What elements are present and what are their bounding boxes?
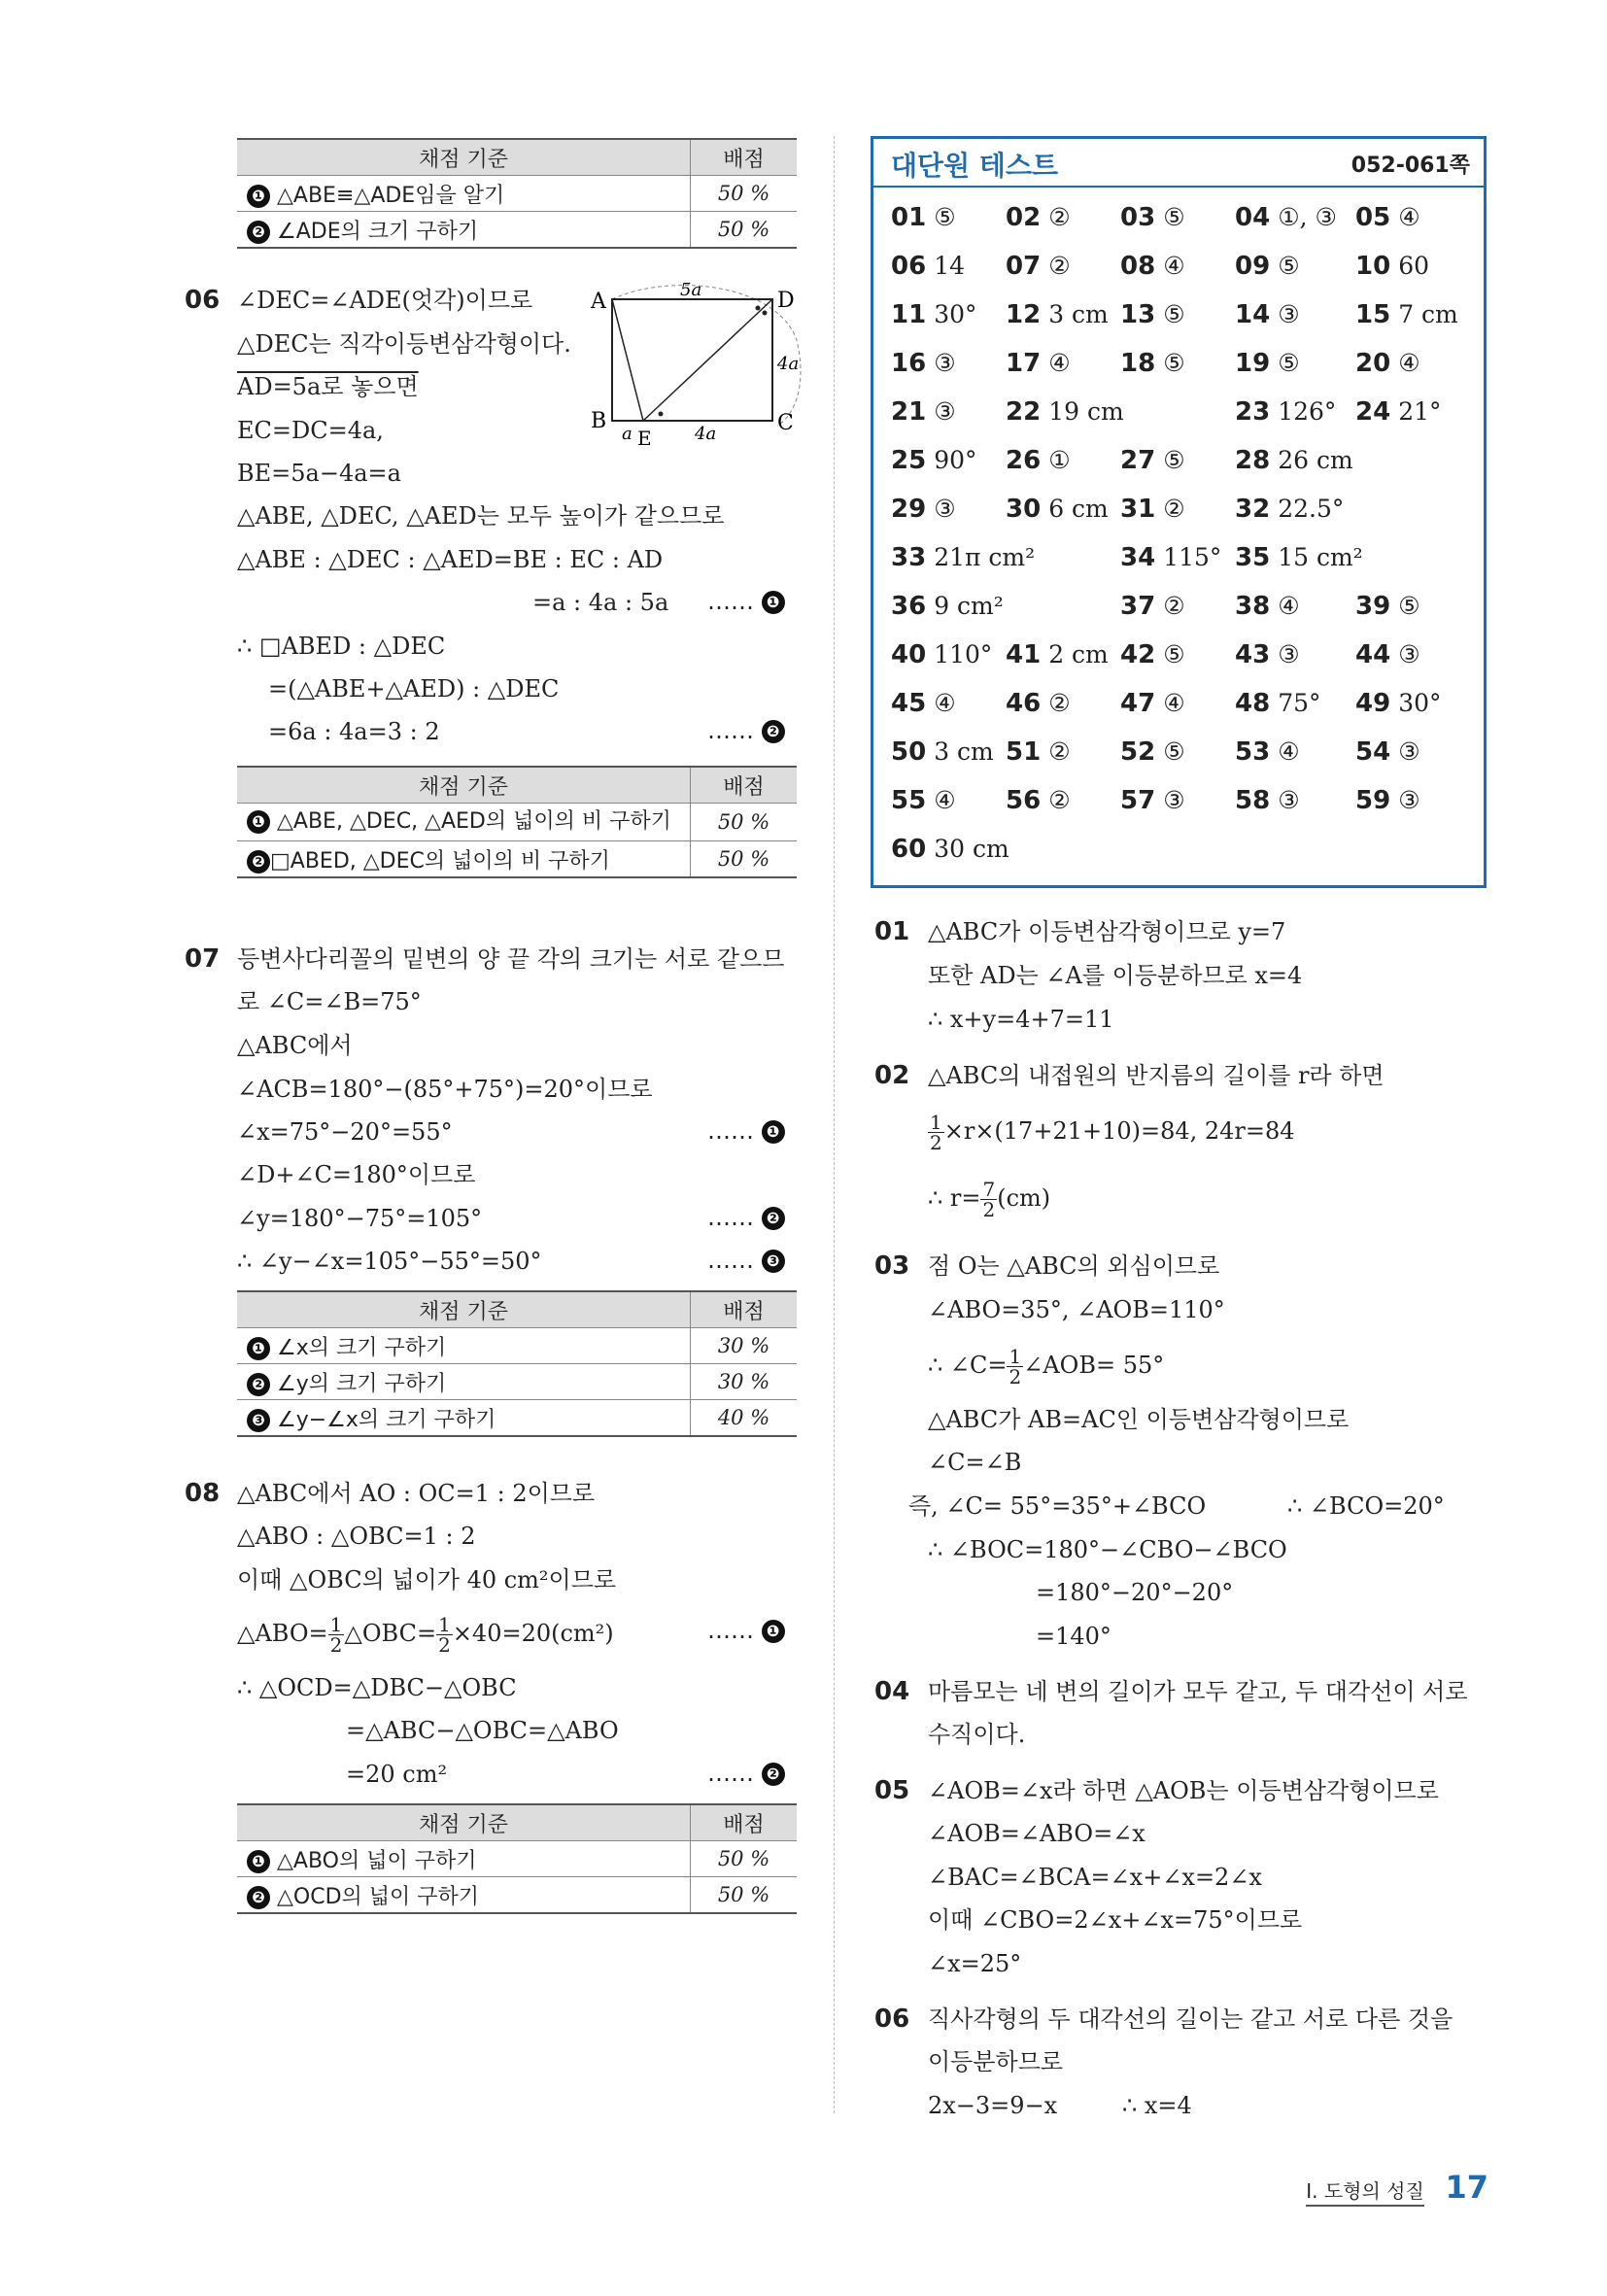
solution-line: ∠AOB=∠x라 하면 △AOB는 이등변삼각형이므로: [928, 1777, 1439, 1804]
answer-item: 06 14: [891, 252, 965, 281]
solution-line: ∠DEC=∠ADE(엇각)이므로: [237, 287, 533, 314]
scoring-table-08: 채점 기준 배점 ❶ △ABO의 넓이 구하기 50 % ❷ △OCD의 넓이 구하기 50 %: [237, 1803, 797, 1914]
answer-item: 04 ①, ③: [1235, 203, 1337, 232]
answer-item: 09 ⑤: [1235, 252, 1300, 281]
answer-item: 03 ⑤: [1120, 203, 1185, 232]
solution-line: 이때 ∠CBO=2∠x+∠x=75°이므로: [928, 1906, 1303, 1934]
problem-number-r06: 06: [874, 2005, 910, 2034]
answer-item: 45 ④: [891, 689, 956, 718]
problem-number-r01: 01: [874, 917, 910, 946]
answer-item: 28 26 cm: [1235, 446, 1353, 475]
step-marker-1: …… ❶: [707, 588, 785, 615]
answer-item: 50 3 cm: [891, 737, 994, 767]
answer-item: 13 ⑤: [1120, 300, 1185, 329]
label-4a-bottom: 4a: [695, 424, 717, 444]
table-row: ❶ △ABE, △DEC, △AED의 넓이의 비 구하기 50 %: [237, 804, 797, 841]
solution-line: ∠BAC=∠BCA=∠x+∠x=2∠x: [928, 1864, 1262, 1891]
answer-item: 21 ③: [891, 397, 956, 427]
answer-item: 20 ④: [1355, 349, 1420, 378]
solution-line: △ABC가 이등변삼각형이므로 y=7: [928, 918, 1286, 945]
answer-item: 47 ④: [1120, 689, 1185, 718]
solution-line: △DEC는 직각이등변삼각형이다.: [237, 330, 571, 358]
label-c: C: [777, 411, 794, 435]
solution-line: ∠y=180°−75°=105°: [237, 1205, 483, 1232]
solution-line: ∠x=25°: [928, 1950, 1022, 1977]
label-d: D: [777, 289, 795, 313]
fraction-half: $\frac{1}{2}$: [1009, 1345, 1022, 1388]
answer-box-title: 대단원 테스트: [891, 150, 1059, 182]
solution-line: =a : 4a : 5a: [532, 589, 669, 616]
solution-line: △ABC에서: [237, 1032, 353, 1059]
solution-line: ∴ ∠BOC=180°−∠CBO−∠BCO: [928, 1536, 1287, 1563]
problem-number-r04: 04: [874, 1677, 910, 1706]
scoring-table-06: 채점 기준 배점 ❶ △ABE, △DEC, △AED의 넓이의 비 구하기 50 % ❷ □ABED, △DEC의 넓이의 비 구하기 50 %: [237, 766, 797, 878]
answer-item: 24 21°: [1355, 397, 1442, 427]
solution-line: =(△ABE+△AED) : △DEC: [268, 675, 560, 703]
answer-item: 46 ②: [1006, 689, 1071, 718]
answer-item: 51 ②: [1006, 737, 1071, 767]
solution-line: ∴ △OCD=△DBC−△OBC: [237, 1674, 517, 1701]
scoring-table-05: [237, 138, 797, 249]
answer-item: 32 22.5°: [1235, 495, 1345, 524]
step-marker-2: …… ❷: [707, 717, 785, 744]
answer-item: 22 19 cm: [1006, 397, 1124, 427]
rectangle-figure: [583, 282, 806, 447]
label-e: E: [637, 427, 652, 447]
solution-line: ∴ x=4: [1122, 2092, 1192, 2119]
solution-line: ∴ r= $\frac{7}{2}$ (cm): [928, 1178, 1051, 1221]
solution-line: △ABO= $\frac{1}{2}$ △OBC= $\frac{1}{2}$ ×40=20(cm²): [237, 1613, 614, 1657]
answer-box: [871, 136, 1487, 888]
step-marker-1: …… ❶: [707, 1617, 785, 1644]
answer-item: 55 ④: [891, 786, 956, 815]
scoring-table-07: 채점 기준 배점 ❶ ∠x의 크기 구하기 30 % ❷ ∠y의 크기 구하기 30 % ❸ ∠y−∠x의 크기 구하기 40 %: [237, 1290, 797, 1437]
solution-line: ∠D+∠C=180°이므로: [237, 1161, 476, 1188]
solution-line: 이때 △OBC의 넓이가 40 cm²이므로: [237, 1566, 617, 1593]
answer-box-header: [873, 139, 1484, 188]
step-marker: ❷: [247, 221, 270, 244]
solution-line: 이등분하므로: [928, 2048, 1064, 2075]
solution-line: 마름모는 네 변의 길이가 모두 같고, 두 대각선이 서로: [928, 1678, 1468, 1705]
answer-item: 48 75°: [1235, 689, 1321, 718]
solution-line: ∴ ∠C= $\frac{1}{2}$ ∠AOB= 55°: [928, 1345, 1165, 1388]
solution-line: ∠C=∠B: [928, 1449, 1022, 1476]
table-header-points: 배점: [691, 139, 798, 176]
angle-dot: [659, 412, 664, 417]
answer-item: 41 2 cm: [1006, 640, 1109, 669]
problem-number-06: 06: [185, 286, 221, 315]
answer-item: 26 ①: [1006, 446, 1071, 475]
answer-item: 39 ⑤: [1355, 592, 1420, 621]
answer-item: 11 30°: [891, 300, 977, 329]
answer-item: 53 ④: [1235, 737, 1300, 767]
problem-number-r03: 03: [874, 1251, 910, 1281]
answer-item: 30 6 cm: [1006, 495, 1109, 524]
answer-item: 29 ③: [891, 495, 956, 524]
table-row: ❶ △ABE≡△ADE임을 알기 50 %: [237, 176, 797, 212]
table-row: ❶ ∠x의 크기 구하기 30 %: [237, 1328, 797, 1364]
answer-item: 35 15 cm²: [1235, 543, 1363, 572]
angle-dot: [756, 306, 761, 311]
solution-line: $\frac{1}{2}$ ×r×(17+21+10)=84, 24r=84: [930, 1111, 1295, 1154]
answer-item: 34 115°: [1120, 543, 1222, 572]
answer-item: 05 ④: [1355, 203, 1420, 232]
answer-item: 07 ②: [1006, 252, 1071, 281]
label-4a: 4a: [777, 354, 800, 374]
solution-line: ∴ ∠y−∠x=105°−55°=50°: [237, 1248, 542, 1275]
table-row: ❶ △ABO의 넓이 구하기 50 %: [237, 1841, 797, 1877]
step-marker: ❶: [247, 185, 270, 208]
problem-number-r05: 05: [874, 1776, 910, 1805]
answer-item: 54 ③: [1355, 737, 1420, 767]
answer-item: 33 21π cm²: [891, 543, 1036, 572]
fraction-half: $\frac{1}{2}$: [329, 1613, 343, 1657]
solution-line: =△ABC−△OBC=△ABO: [346, 1717, 619, 1744]
step-marker-1: …… ❶: [707, 1117, 785, 1145]
answer-item: 44 ③: [1355, 640, 1420, 669]
solution-line: △ABC의 내접원의 반지름의 길이를 r라 하면: [928, 1062, 1385, 1089]
segment-ed: [643, 299, 772, 421]
answer-item: 16 ③: [891, 349, 956, 378]
table-row: ❷ △OCD의 넓이 구하기 50 %: [237, 1877, 797, 1914]
rectangle-abcd: [612, 299, 772, 421]
problem-number-08: 08: [185, 1479, 221, 1508]
answer-item: 02 ②: [1006, 203, 1071, 232]
solution-line: 즉, ∠C= 55°=35°+∠BCO: [908, 1492, 1207, 1520]
column-divider: [834, 136, 835, 2113]
label-b: B: [591, 409, 607, 433]
answer-item: 12 3 cm: [1006, 300, 1109, 329]
solution-line: 점 O는 △ABC의 외심이므로: [928, 1252, 1220, 1280]
fraction-half: $\frac{1}{2}$: [930, 1111, 942, 1154]
problem-number-07: 07: [185, 944, 221, 974]
answer-item: 43 ③: [1235, 640, 1300, 669]
answer-item: 01 ⑤: [891, 203, 956, 232]
answer-item: 14 ③: [1235, 300, 1300, 329]
solution-line: ∠ACB=180°−(85°+75°)=20°이므로: [237, 1076, 653, 1103]
answer-item: 25 90°: [891, 446, 977, 475]
table-row: ❷ □ABED, △DEC의 넓이의 비 구하기 50 %: [237, 841, 797, 878]
solution-line: △ABE, △DEC, △AED는 모두 높이가 같으므로: [237, 502, 725, 530]
answer-item: 15 7 cm: [1355, 300, 1458, 329]
fraction-seven-halves: $\frac{7}{2}$: [982, 1178, 996, 1221]
solution-line: △ABE : △DEC : △AED=BE : EC : AD: [237, 546, 664, 573]
solution-line: △ABC에서 AO : OC=1 : 2이므로: [237, 1480, 596, 1507]
solution-line: AD=5a로 놓으면: [237, 373, 419, 400]
problem-number-r02: 02: [874, 1061, 910, 1090]
answer-item: 52 ⑤: [1120, 737, 1185, 767]
solution-line: ∴ x+y=4+7=11: [928, 1006, 1114, 1033]
solution-line: ∴ ∠BCO=20°: [1287, 1492, 1445, 1520]
solution-line: 2x−3=9−x: [928, 2092, 1058, 2119]
answer-item: 08 ④: [1120, 252, 1185, 281]
solution-line: △ABO : △OBC=1 : 2: [237, 1523, 476, 1550]
solution-line: ∠x=75°−20°=55°: [237, 1118, 453, 1146]
solution-line: 직사각형의 두 대각선의 길이는 같고 서로 다른 것을: [928, 2005, 1453, 2033]
answer-item: 38 ④: [1235, 592, 1300, 621]
answer-item: 58 ③: [1235, 786, 1300, 815]
answer-item: 57 ③: [1120, 786, 1185, 815]
angle-dot: [763, 311, 768, 316]
footer-chapter: I. 도형의 성질: [1306, 2179, 1424, 2207]
solution-line: ∠ABO=35°, ∠AOB=110°: [928, 1296, 1225, 1323]
page-footer: [1306, 2169, 1488, 2206]
answer-item: 49 30°: [1355, 689, 1442, 718]
solution-line: ∠AOB=∠ABO=∠x: [928, 1820, 1145, 1847]
page-number: 17: [1445, 2169, 1488, 2206]
answer-box-pages: 052-061쪽: [1351, 154, 1470, 178]
answer-item: 31 ②: [1120, 495, 1185, 524]
solution-line: ∴ □ABED : △DEC: [237, 633, 446, 660]
fraction-half: $\frac{1}{2}$: [438, 1613, 451, 1657]
answer-item: 36 9 cm²: [891, 592, 1004, 621]
table-row: ❷ ∠ADE의 크기 구하기 50 %: [237, 212, 797, 249]
answer-item: 42 ⑤: [1120, 640, 1185, 669]
answer-item: 56 ②: [1006, 786, 1071, 815]
solution-line: =6a : 4a=3 : 2: [268, 718, 440, 745]
solution-line: EC=DC=4a,: [237, 417, 384, 444]
solution-line: 또한 AD는 ∠A를 이등분하므로 x=4: [928, 962, 1303, 989]
solution-line: BE=5a−4a=a: [237, 460, 401, 487]
answer-item: 23 126°: [1235, 397, 1337, 427]
answer-item: 40 110°: [891, 640, 993, 669]
answer-item: 17 ④: [1006, 349, 1071, 378]
answer-item: 10 60: [1355, 252, 1429, 281]
solution-line: =20 cm²: [346, 1761, 448, 1788]
step-marker-3: …… ❸: [707, 1247, 785, 1274]
answer-item: 59 ③: [1355, 786, 1420, 815]
label-5a: 5a: [680, 282, 702, 300]
table-row: ❸ ∠y−∠x의 크기 구하기 40 %: [237, 1400, 797, 1437]
step-marker-2: …… ❷: [707, 1204, 785, 1231]
answer-item: 37 ②: [1120, 592, 1185, 621]
solution-line: =140°: [1036, 1623, 1111, 1650]
label-a: A: [591, 290, 606, 314]
label-a-small: a: [622, 424, 633, 444]
step-marker-2: …… ❷: [707, 1760, 785, 1787]
table-header-criteria: 채점 기준: [237, 139, 691, 176]
answer-item: 18 ⑤: [1120, 349, 1185, 378]
solution-line: 등변사다리꼴의 밑변의 양 끝 각의 크기는 서로 같으므: [237, 945, 785, 973]
solution-line: 로 ∠C=∠B=75°: [237, 988, 422, 1015]
table-row: ❷ ∠y의 크기 구하기 30 %: [237, 1364, 797, 1400]
segment-ae: [612, 299, 643, 421]
solution-line: 수직이다.: [928, 1721, 1026, 1748]
answer-item: 27 ⑤: [1120, 446, 1185, 475]
answer-item: 19 ⑤: [1235, 349, 1300, 378]
solution-line: △ABC가 AB=AC인 이등변삼각형이므로: [928, 1406, 1350, 1433]
answer-item: 60 30 cm: [891, 835, 1009, 864]
solution-line: =180°−20°−20°: [1036, 1579, 1234, 1606]
